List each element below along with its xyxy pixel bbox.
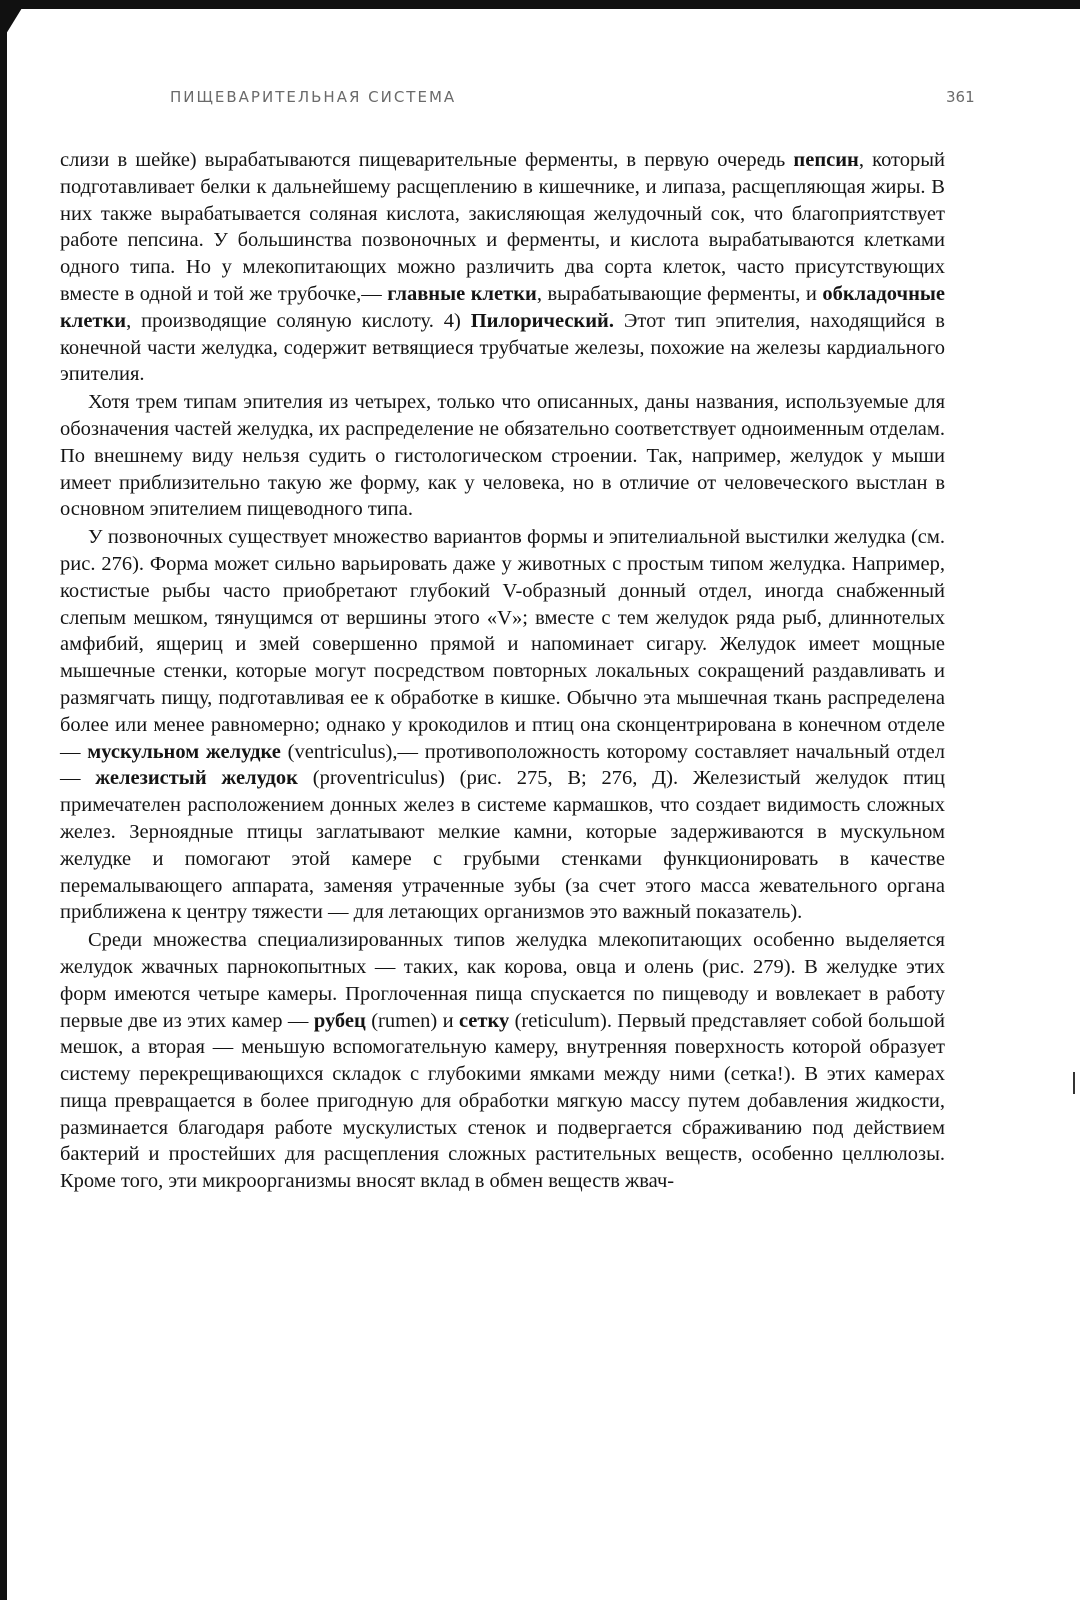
bold-term: обкладочные клетки — [60, 282, 945, 332]
text-run: (ventriculus),— противоположность которому составляет начальный отдел — — [60, 740, 946, 790]
running-head: ПИЩЕВАРИТЕЛЬНАЯ СИСТЕМА — [170, 88, 457, 106]
bold-term: пепсин — [793, 149, 859, 171]
bold-term: железистый желудок — [95, 767, 298, 790]
text-run: (rumen) и — [365, 1009, 459, 1032]
text-run: (reticulum). Первый представляет собой большой мешок, а вторая — меньшую вспомогательную камеру, внутренняя поверхность которой образует систему перекрещивающихся складок с глубокими ямками между ними (сетка!). В этих камерах пища превращается в более пригодную для обработки мягкую массу путем добавления жидкости, разминается благодаря работе мускулистых стенок и подвергается сбраживанию под действием бактерий и простейших для расщепления сложных растительных веществ, особенно целлюлозы. Кроме того, эти микроорганизмы вносят вклад в обмен веществ жвач- — [60, 1009, 946, 1193]
paragraph-p3 — [60, 524, 945, 926]
text-run: Среди множества специализированных типов желудка млекопитающих особенно выделяется желудок жвачных парнокопытных — таких, как корова, овца и олень (рис. 279). В желудке этих форм имеются четыре камеры. Проглоченная пища спускается по пищеводу и вовлекает в работу первые две из этих камер — — [60, 929, 945, 1032]
text-run: , вырабатывающие ферменты, и — [536, 282, 823, 305]
bold-term: сетку — [458, 1009, 510, 1032]
text-run: У позвоночных существует множество вариантов формы и эпителиальной выстилки желудка (см. рис. 276). Форма может сильно варьировать даже у животных с простым типом желудка. Например, костистые рыбы часто приобретают глубокий V-образный донный отдел, иногда снабженный слепым мешком, тянущимся от вершины этого «V»; вместе с тем желудок ряда рыб, длиннотелых амфибий, ящериц и змей совершенно прямой и напоминает сигару. Желудок имеет мощные мышечные стенки, которые могут посредством повторных локальных сокращений раздавливать и размягчать пищу, подготавливая ее к обработке в кишке. Обычно эта мышечная ткань распределена более или менее равномерно; однако у крокодилов и птиц она сконцентрирована в конечном отделе — — [60, 526, 945, 763]
paragraph-p4 — [60, 927, 945, 1195]
text-run: Этот тип эпителия, находящийся в конечной части желудка, содержит ветвящиеся трубчатые железы, похожие на железы кардиального эпителия. — [60, 309, 945, 386]
page-number: 361 — [946, 88, 975, 106]
scan-edge-mark — [1073, 1072, 1075, 1094]
text-run: слизи в шейке) вырабатываются пищеварительные ферменты, в первую очередь — [60, 149, 794, 171]
scan-top-border — [0, 0, 1080, 9]
bold-term: Пилорический. — [470, 309, 614, 332]
paragraph-p1 — [60, 147, 945, 388]
text-run: (proventriculus) (рис. 275, В; 276, Д). Железистый желудок птиц примечателен расположением донных желез в системе кармашков, что создает видимость сложных желез. Зерноядные птицы заглатывают мелкие камни, которые задерживаются в мускульном желудке и помогают этой камере с грубыми стенками функционировать в качестве перемалывающего аппарата, заменяя утраченные зубы (за счет этого масса жевательного органа приближена к центру тяжести — для летающих организмов это важный показатель). — [60, 767, 946, 924]
scan-corner-shadow — [6, 8, 22, 34]
text-run: , производящие соляную кислоту. 4) — [126, 309, 471, 332]
text-run: Хотя трем типам эпителия из четырех, только что описанных, даны названия, используемые для обозначения частей желудка, их распределение не обязательно соответствует одноименным отделам. По внешнему виду нельзя судить о гистологическом строении. Так, например, желудок у мыши имеет приблизительно такую же форму, как у человека, но в отличие от человеческого выстлан в основном эпителием пищеводного типа. — [60, 391, 945, 521]
bold-term: мускульном желудке — [87, 740, 281, 763]
scan-left-border — [0, 0, 7, 1600]
bold-term: главные клетки — [387, 282, 537, 305]
text-run: , который подготавливает белки к дальнейшему расщеплению в кишечнике, и липаза, расщепляющая жиры. В них также вырабатывается соляная кислота, закисляющая желудочный сок, что благоприятствует работе пепсина. У большинства позвоночных и ферменты, и кислота вырабатываются клетками одного типа. Но у млекопитающих можно различить два сорта клеток, часто присутствующих вместе в одной и той же трубочке,— — [60, 149, 945, 305]
bold-term: рубец — [313, 1009, 366, 1032]
paragraph-p2 — [60, 389, 945, 523]
body-text — [60, 147, 945, 1195]
